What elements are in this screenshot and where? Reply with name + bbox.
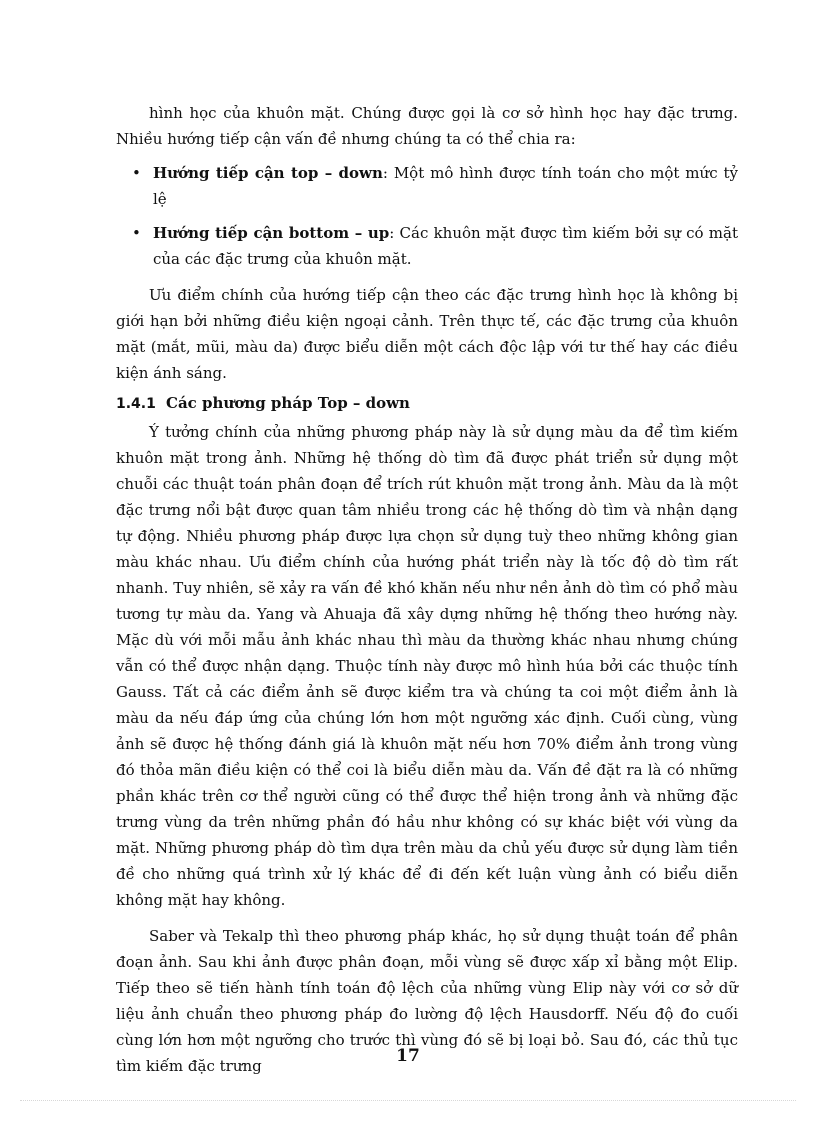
- advantage-paragraph: Ưu điểm chính của hướng tiếp cận theo các đặc trưng hình học là không bị giới hạn bởi những điều kiện ngoại cảnh. Trên thực tế, các đặc trưng của khuôn mặt (mắt, mũi, màu da) được biểu diễn một cách độc lập với tư thế hay các điều kiện ánh sáng.: [116, 286, 738, 382]
- section-number: 1.4.1: [116, 396, 156, 412]
- bullet-item-top-down: [116, 160, 738, 212]
- intro-paragraph: hình học của khuôn mặt. Chúng được gọi là cơ sở hình học hay đặc trưng. Nhiều hướng tiếp cận vấn đề nhưng chúng ta có thể chia ra:: [116, 104, 738, 148]
- bullet-icon: •: [132, 164, 141, 182]
- body-paragraph-1: Ý tưởng chính của những phương pháp này là sử dụng màu da để tìm kiếm khuôn mặt trong ảnh. Những hệ thống dò tìm đã được phát triển sử dụng một chuỗi các thuật toán phân đoạn để trích rút khuôn mặt trong ảnh. Màu da là một đặc trưng nổi bật được quan tâm nhiều trong các hệ thống dò tìm và nhận dạng tự động. Nhiều phương pháp được lựa chọn sử dụng tuỳ theo những không gian màu khác nhau. Ưu điểm chính của hướng phát triển này là tốc độ dò tìm rất nhanh. Tuy nhiên, sẽ xảy ra vấn đề khó khăn nếu như nền ảnh dò tìm có phổ màu tương tự màu da. Yang và Ahuaja đã xây dựng những hệ thống theo hướng này. Mặc dù với mỗi mẫu ảnh khác nhau thì màu da thường khác nhau nhưng chúng vẫn có thể được nhận dạng. Thuộc tính này được mô hình húa bởi các thuộc tính Gauss. Tất cả các điểm ảnh sẽ được kiểm tra và chúng ta coi một điểm ảnh là màu da nếu đáp ứng của chúng lớn hơn một ngưỡng xác định. Cuối cùng, vùng ảnh sẽ được hệ thống đánh giá là khuôn mặt nếu hơn 70% điểm ảnh trong vùng đó thỏa mãn điều kiện có thể coi là biểu diễn màu da. Vấn đề đặt ra là có những phần khác trên cơ thể người cũng có thể được thể hiện trong ảnh và những đặc trưng vùng da trên những phần đó hầu như không có sự khác biệt với vùng da mặt. Những phương pháp dò tìm dựa trên màu da chủ yếu được sử dụng làm tiền đề cho những quá trình xử lý khác để đi đến kết luận vùng ảnh có biểu diễn không mặt hay không.: [116, 423, 738, 909]
- page-content: [116, 100, 738, 1079]
- section-heading: [116, 390, 738, 417]
- bullet-title-top-down: Hướng tiếp cận top – down: [153, 164, 383, 182]
- page-bottom-divider: [20, 1100, 796, 1101]
- bullet-text-top-down: : Một mô hình được tính toán cho một mức tỷ lệ: [153, 164, 738, 208]
- bullet-item-bottom-up: [116, 220, 738, 272]
- bullet-title-bottom-up: Hướng tiếp cận bottom – up: [153, 224, 390, 242]
- body-paragraph-2: Saber và Tekalp thì theo phương pháp khác, họ sử dụng thuật toán để phân đoạn ảnh. Sau khi ảnh được phân đoạn, mỗi vùng sẽ được xấp xỉ bằng một Elip. Tiếp theo sẽ tiến hành tính toán độ lệch của những vùng Elip này với cơ sở dữ liệu ảnh chuẩn theo phương pháp đo lường độ lệch Hausdorff. Nếu độ đo cuối cùng lớn hơn một ngưỡng cho trước thì vùng đó sẽ bị loại bỏ. Sau đó, các thủ tục tìm kiếm đặc trưng: [116, 927, 738, 1075]
- bullet-text-bottom-up: : Các khuôn mặt được tìm kiếm bởi sự có mặt của các đặc trưng của khuôn mặt.: [153, 224, 738, 268]
- bullet-icon: •: [132, 224, 141, 242]
- page-number: 17: [396, 1046, 420, 1066]
- section-title: Các phương pháp Top – down: [166, 394, 410, 412]
